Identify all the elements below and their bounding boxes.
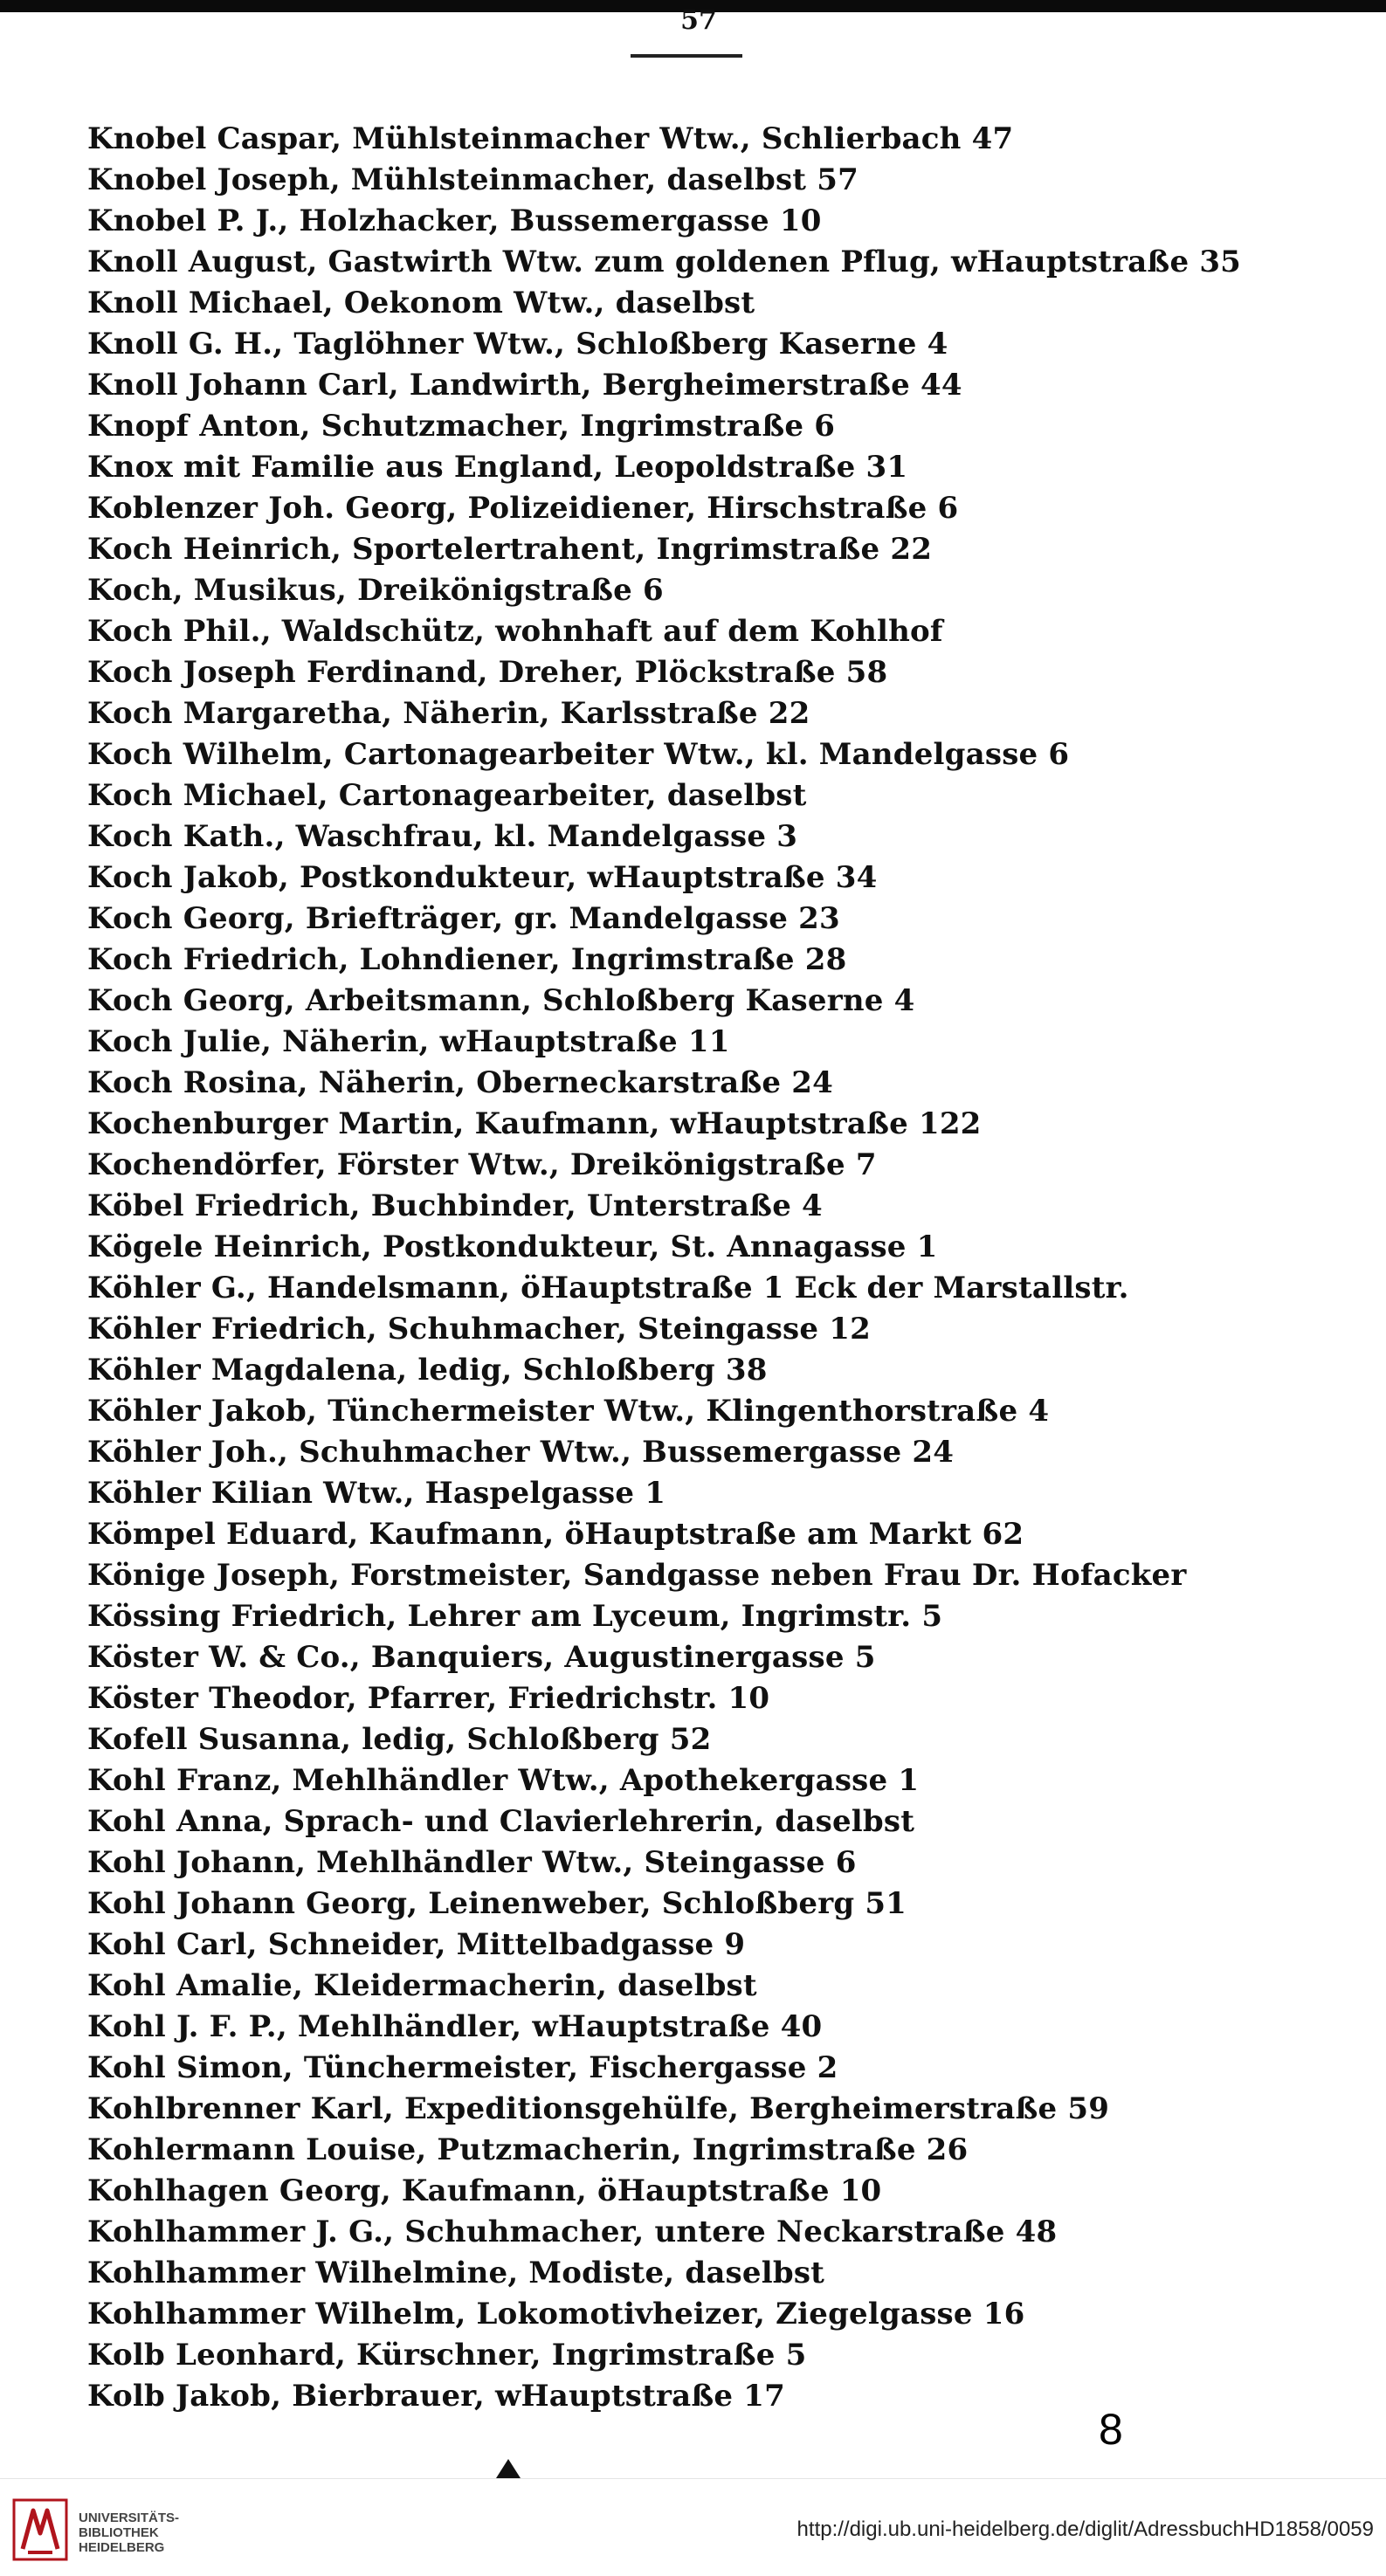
library-name-line: UNIVERSITÄTS-: [79, 2511, 180, 2525]
directory-entry: Kohl Johann, Mehlhändler Wtw., Steingasse 6: [87, 1845, 857, 1880]
directory-entry: Kofell Susanna, ledig, Schloßberg 52: [87, 1722, 712, 1757]
directory-entry: Köhler Kilian Wtw., Haspelgasse 1: [87, 1476, 666, 1511]
directory-entry: Könige Joseph, Forstmeister, Sandgasse neben Frau Dr. Hofacker: [87, 1558, 1187, 1593]
directory-entry: Köbel Friedrich, Buchbinder, Unterstraße 4: [87, 1188, 823, 1223]
directory-entry: Kohlermann Louise, Putzmacherin, Ingrimstraße 26: [87, 2132, 969, 2167]
directory-entry: Koch Michael, Cartonagearbeiter, daselbst: [87, 778, 807, 813]
directory-entry: Kohlhammer Wilhelmine, Modiste, daselbst: [87, 2256, 825, 2290]
directory-entry: Knoll Michael, Oekonom Wtw., daselbst: [87, 286, 755, 320]
directory-entry: Kohlhagen Georg, Kaufmann, öHauptstraße 10: [87, 2173, 882, 2208]
library-name-line: HEIDELBERG: [79, 2540, 165, 2555]
directory-entry: Koch Margaretha, Näherin, Karlsstraße 22: [87, 696, 810, 731]
directory-entry: Köhler Joh., Schuhmacher Wtw., Bussemergasse 24: [87, 1435, 955, 1470]
directory-entry: Kochendörfer, Förster Wtw., Dreikönigstraße 7: [87, 1147, 877, 1182]
header-dash: [631, 54, 742, 58]
directory-entry: Köhler Magdalena, ledig, Schloßberg 38: [87, 1353, 768, 1388]
directory-entry: Kohl Anna, Sprach- und Clavierlehrerin, daselbst: [87, 1804, 915, 1839]
directory-entry: Knobel P. J., Holzhacker, Bussemergasse 10: [87, 203, 822, 238]
directory-entry: Knox mit Familie aus England, Leopoldstraße 31: [87, 450, 908, 485]
triangle-marker-icon: [496, 2459, 521, 2478]
directory-entry: Köhler G., Handelsmann, öHauptstraße 1 Eck der Marstallstr.: [87, 1271, 1129, 1305]
directory-entry: Kömpel Eduard, Kaufmann, öHauptstraße am Markt 62: [87, 1517, 1024, 1552]
directory-entry: Koch Kath., Waschfrau, kl. Mandelgasse 3: [87, 819, 798, 854]
directory-entry: Kohl Simon, Tünchermeister, Fischergasse 2: [87, 2050, 838, 2085]
directory-entry: Knopf Anton, Schutzmacher, Ingrimstraße 6: [87, 409, 836, 444]
source-url-link[interactable]: http://digi.ub.uni-heidelberg.de/diglit/AdressbuchHD1858/0059: [796, 2517, 1374, 2541]
directory-entry: Knoll August, Gastwirth Wtw. zum goldenen Pflug, wHauptstraße 35: [87, 245, 1242, 279]
directory-entry: Kössing Friedrich, Lehrer am Lyceum, Ingrimstr. 5: [87, 1599, 943, 1634]
directory-entry: Koch Wilhelm, Cartonagearbeiter Wtw., kl. Mandelgasse 6: [87, 737, 1070, 772]
directory-entry: Koch Friedrich, Lohndiener, Ingrimstraße 28: [87, 942, 847, 977]
directory-entry: Knobel Joseph, Mühlsteinmacher, daselbst 57: [87, 162, 858, 197]
directory-entry: Kohlhammer J. G., Schuhmacher, untere Neckarstraße 48: [87, 2214, 1058, 2249]
directory-entry: Köster W. & Co., Banquiers, Augustinergasse 5: [87, 1640, 876, 1675]
directory-entry: Koch Jakob, Postkondukteur, wHauptstraße 34: [87, 860, 878, 895]
directory-entry: Koch Rosina, Näherin, Oberneckarstraße 24: [87, 1065, 833, 1100]
library-name: [79, 2511, 179, 2555]
directory-entry: Koch Julie, Näherin, wHauptstraße 11: [87, 1024, 730, 1059]
directory-entry: Kochenburger Martin, Kaufmann, wHauptstraße 122: [87, 1106, 982, 1141]
directory-entry: Kohl Johann Georg, Leinenweber, Schloßberg 51: [87, 1886, 907, 1921]
directory-entry: Kolb Jakob, Bierbrauer, wHauptstraße 17: [87, 2379, 786, 2414]
viewer-footer: [0, 2478, 1386, 2576]
directory-entry: Kohlbrenner Karl, Expeditionsgehülfe, Bergheimerstraße 59: [87, 2091, 1110, 2126]
directory-entry: Kohl J. F. P., Mehlhändler, wHauptstraße 40: [87, 2009, 823, 2044]
directory-entry: Köster Theodor, Pfarrer, Friedrichstr. 10: [87, 1681, 770, 1716]
library-name-line: BIBLIOTHEK: [79, 2525, 159, 2540]
directory-entry: Kolb Leonhard, Kürschner, Ingrimstraße 5: [87, 2338, 807, 2373]
directory-entries: [87, 119, 1354, 2417]
directory-entry: Koch Joseph Ferdinand, Dreher, Plöckstraße 58: [87, 655, 888, 690]
folio-number: 8: [1099, 2405, 1123, 2454]
directory-entry: Köhler Friedrich, Schuhmacher, Steingasse 12: [87, 1312, 871, 1347]
directory-entry: Koch Heinrich, Sportelertrahent, Ingrimstraße 22: [87, 532, 933, 567]
page-number-top: 57: [680, 5, 717, 36]
directory-entry: Koch Phil., Waldschütz, wohnhaft auf dem Kohlhof: [87, 614, 943, 649]
directory-entry: Kohlhammer Wilhelm, Lokomotivheizer, Ziegelgasse 16: [87, 2297, 1025, 2331]
directory-entry: Kohl Franz, Mehlhändler Wtw., Apothekergasse 1: [87, 1763, 920, 1798]
directory-entry: Koblenzer Joh. Georg, Polizeidiener, Hirschstraße 6: [87, 491, 959, 526]
directory-entry: Koch, Musikus, Dreikönigstraße 6: [87, 573, 664, 608]
directory-entry: Koch Georg, Briefträger, gr. Mandelgasse 23: [87, 901, 840, 936]
directory-entry: Kohl Amalie, Kleidermacherin, daselbst: [87, 1968, 757, 2003]
university-library-logo-icon[interactable]: [12, 2498, 68, 2561]
directory-entry: Köhler Jakob, Tünchermeister Wtw., Klingenthorstraße 4: [87, 1394, 1050, 1429]
directory-entry: Koch Georg, Arbeitsmann, Schloßberg Kaserne 4: [87, 983, 915, 1018]
directory-entry: Kögele Heinrich, Postkondukteur, St. Annagasse 1: [87, 1229, 938, 1264]
directory-entry: Kohl Carl, Schneider, Mittelbadgasse 9: [87, 1927, 746, 1962]
directory-entry: Knoll Johann Carl, Landwirth, Bergheimerstraße 44: [87, 368, 962, 403]
directory-entry: Knoll G. H., Taglöhner Wtw., Schloßberg Kaserne 4: [87, 327, 948, 362]
directory-entry: Knobel Caspar, Mühlsteinmacher Wtw., Schlierbach 47: [87, 121, 1014, 156]
